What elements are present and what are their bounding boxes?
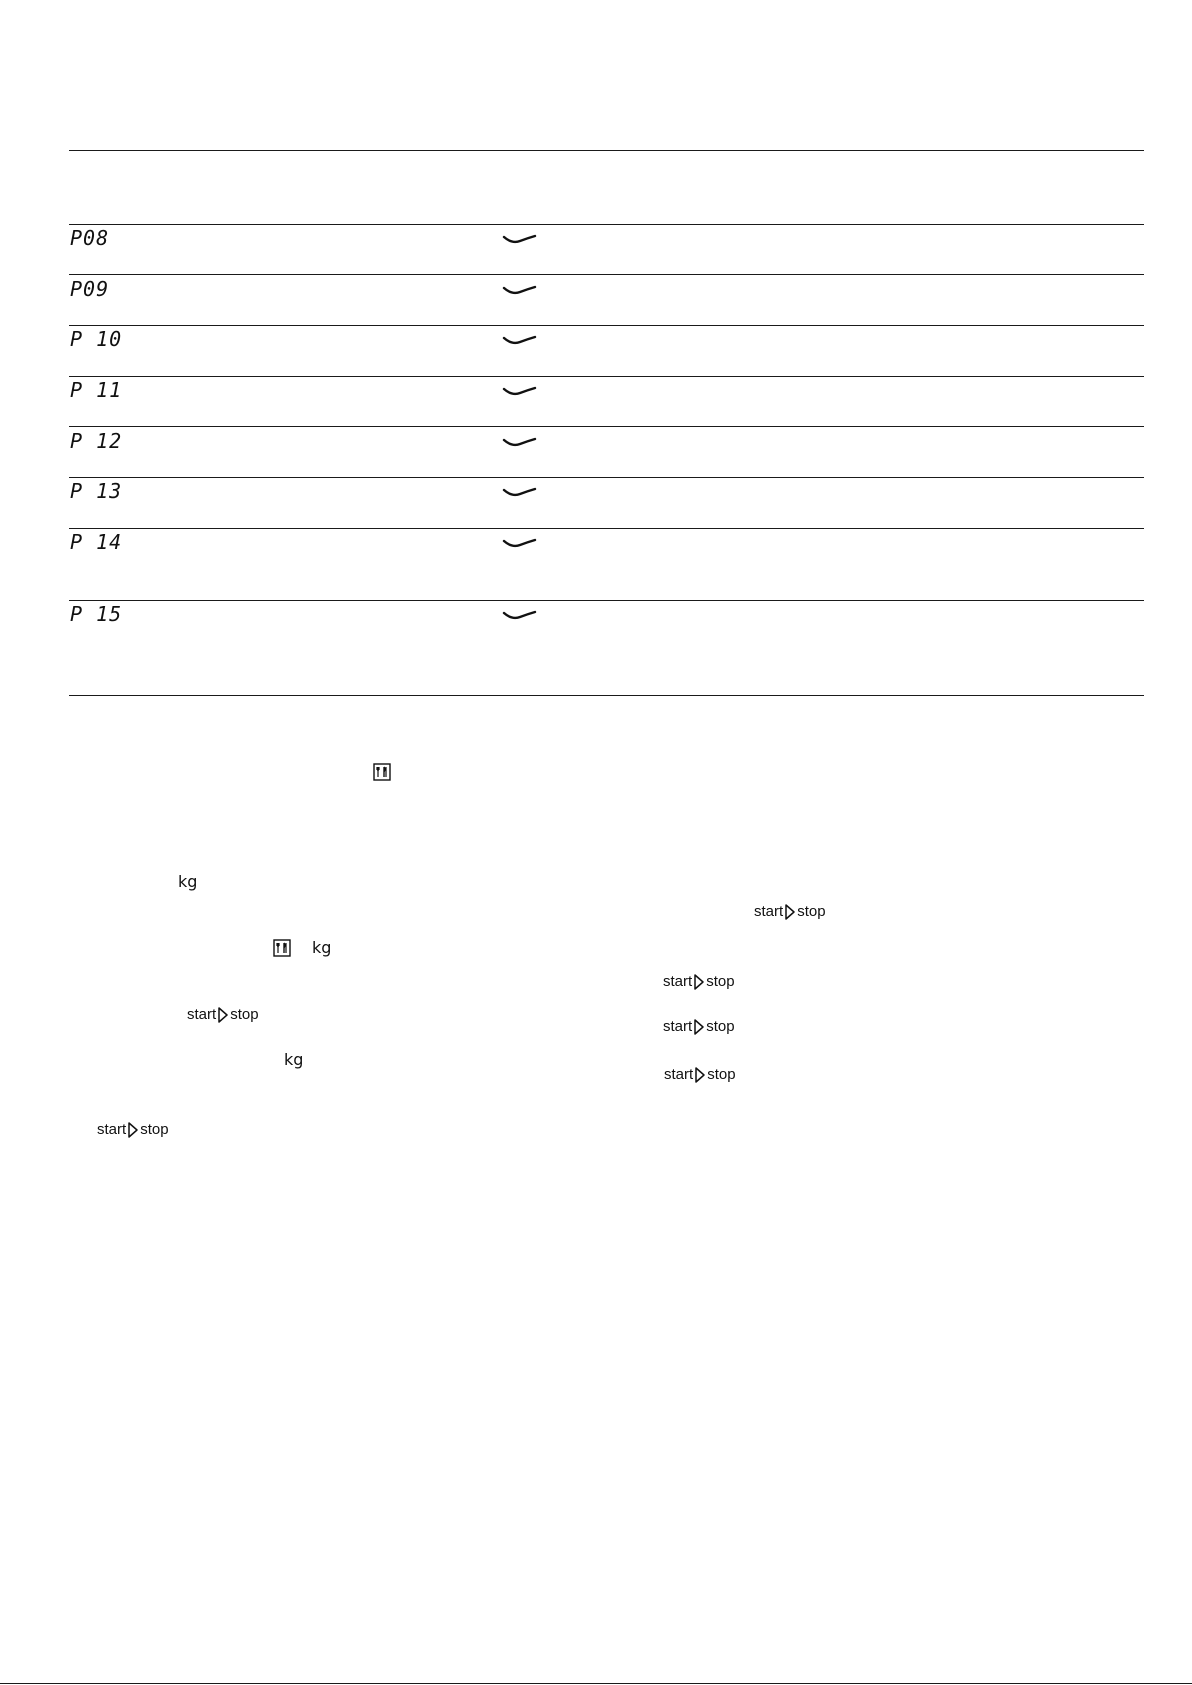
start-stop-button [663, 1018, 735, 1036]
program-code: P 13 [70, 479, 123, 503]
play-triangle-icon [217, 1006, 229, 1024]
wave-icon [502, 334, 538, 346]
table-row-rule [69, 528, 1144, 529]
program-code: P08 [70, 226, 110, 250]
start-label: start [663, 973, 693, 990]
play-triangle-icon [693, 1018, 705, 1036]
wave-icon [502, 284, 538, 296]
program-code: P 12 [70, 429, 123, 453]
start-label: start [187, 1006, 217, 1023]
start-label: start [754, 903, 784, 920]
table-row-rule [69, 274, 1144, 275]
play-triangle-icon [694, 1066, 706, 1084]
table-top-rule [69, 150, 1144, 151]
start-stop-button [187, 1006, 259, 1024]
start-label: start [664, 1066, 694, 1083]
table-row-rule [69, 376, 1144, 377]
stop-label: stop [707, 1066, 736, 1083]
wave-icon [502, 436, 538, 448]
unit-kg-label: kg [178, 872, 198, 891]
play-triangle-icon [693, 973, 705, 991]
play-triangle-icon [784, 903, 796, 921]
start-label: start [97, 1121, 127, 1138]
start-stop-button [754, 903, 826, 921]
unit-kg-label: kg [284, 1050, 304, 1069]
cutlery-icon [373, 763, 391, 781]
wave-icon [502, 486, 538, 498]
stop-label: stop [797, 903, 826, 920]
unit-kg-label: kg [312, 938, 332, 957]
table-row-rule [69, 325, 1144, 326]
table-bottom-rule [69, 695, 1144, 696]
program-code: P09 [70, 277, 110, 301]
footer-rule [0, 1683, 1192, 1684]
stop-label: stop [706, 1018, 735, 1035]
cutlery-icon [273, 939, 291, 957]
table-row-rule [69, 426, 1144, 427]
table-header-rule [69, 224, 1144, 225]
table-row-rule [69, 600, 1144, 601]
stop-label: stop [706, 973, 735, 990]
start-label: start [663, 1018, 693, 1035]
wave-icon [502, 537, 538, 549]
start-stop-button [664, 1066, 736, 1084]
wave-icon [502, 385, 538, 397]
stop-label: stop [230, 1006, 259, 1023]
play-triangle-icon [127, 1121, 139, 1139]
stop-label: stop [140, 1121, 169, 1138]
start-stop-button [97, 1121, 169, 1139]
wave-icon [502, 609, 538, 621]
table-row-rule [69, 477, 1144, 478]
program-code: P 14 [70, 530, 123, 554]
program-code: P 15 [70, 602, 123, 626]
wave-icon [502, 233, 538, 245]
program-code: P 10 [70, 327, 123, 351]
program-code: P 11 [70, 378, 123, 402]
start-stop-button [663, 973, 735, 991]
